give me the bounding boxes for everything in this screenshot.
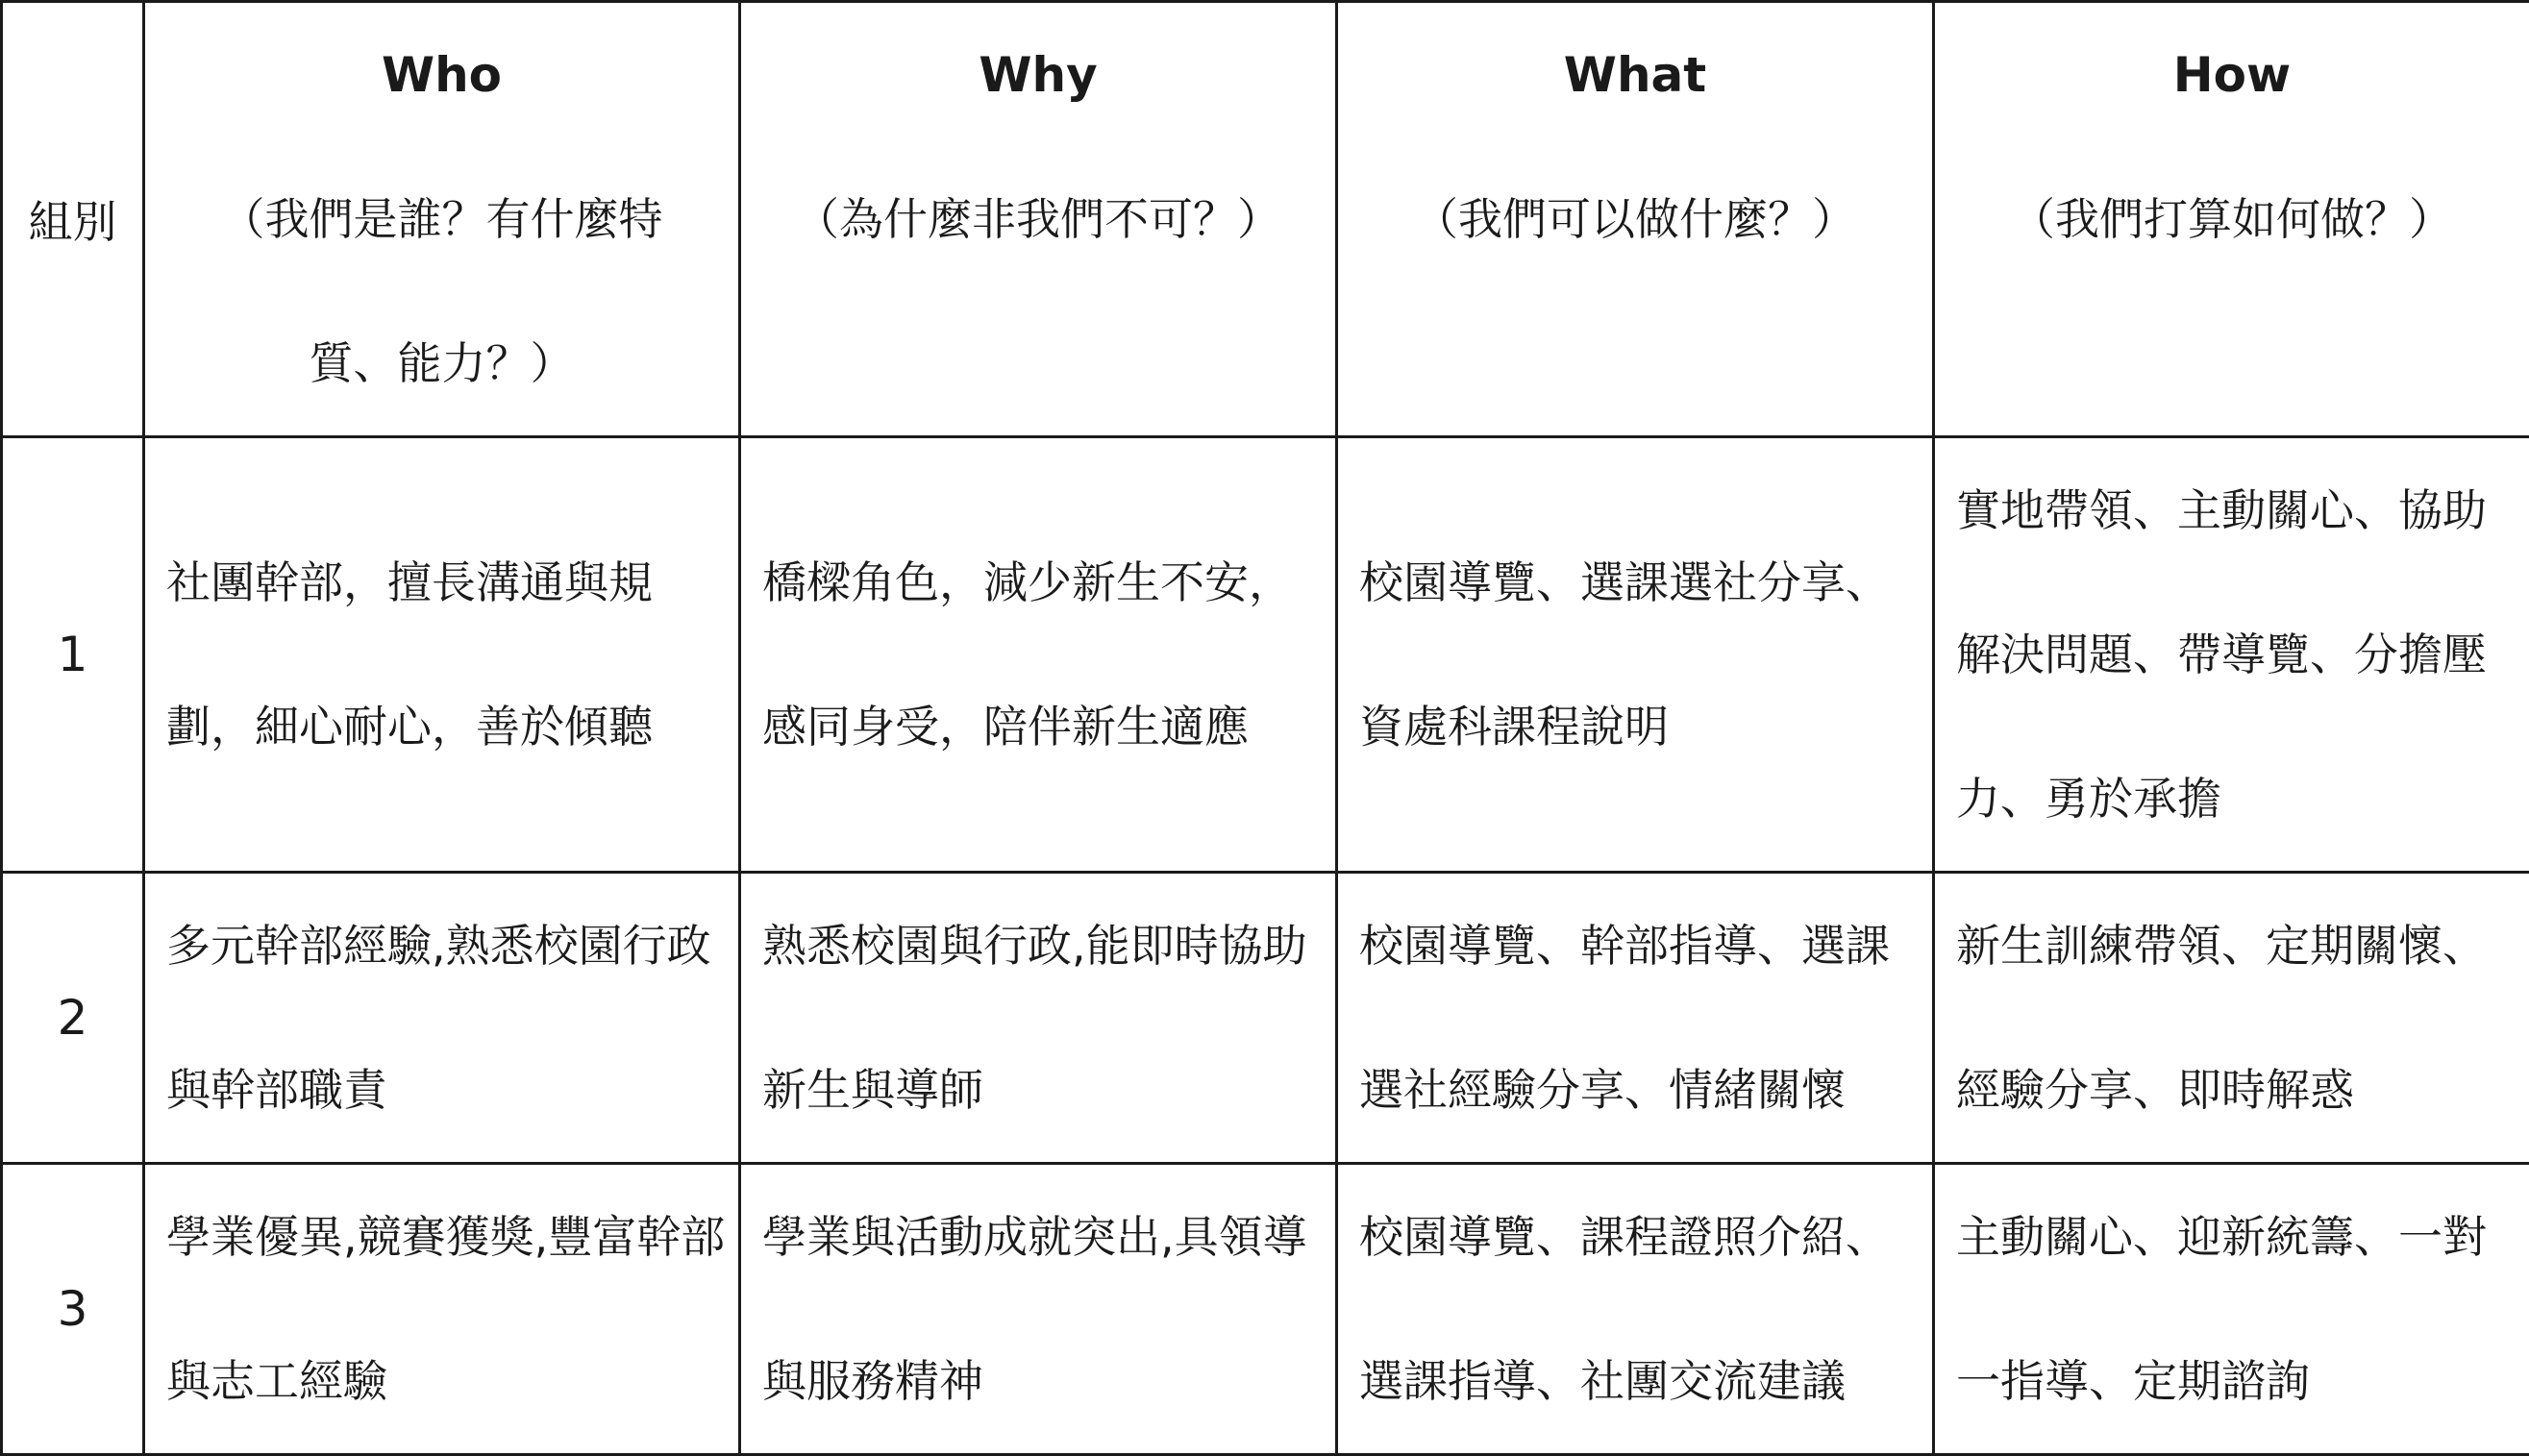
how-column-header: [1934, 2, 2529, 437]
group-number: 1: [2, 437, 144, 873]
table-header-row: [2, 2, 2529, 437]
who-title: Who: [155, 3, 729, 147]
table-row: [2, 1164, 2529, 1455]
why-column-header: [740, 2, 1337, 437]
how-subtitle: （我們打算如何做？）: [1945, 147, 2519, 291]
who-column-header: [144, 2, 740, 437]
who-cell: 多元幹部經驗,熟悉校園行政與幹部職責: [144, 873, 740, 1164]
group-column-header: 組別: [2, 2, 144, 437]
table-row: [2, 437, 2529, 873]
group-number: 3: [2, 1164, 144, 1455]
what-title: What: [1348, 3, 1922, 147]
group-number: 2: [2, 873, 144, 1164]
what-column-header: [1337, 2, 1934, 437]
how-cell: 主動關心、迎新統籌、一對一指導、定期諮詢: [1934, 1164, 2529, 1455]
who-cell: 社團幹部，擅長溝通與規劃，細心耐心，善於傾聽: [144, 437, 740, 873]
table-row: [2, 873, 2529, 1164]
why-subtitle: （為什麼非我們不可？）: [751, 147, 1326, 291]
how-cell: 新生訓練帶領、定期關懷、經驗分享、即時解惑: [1934, 873, 2529, 1164]
who-subtitle: （我們是誰？有什麼特質、能力？）: [155, 147, 729, 435]
how-title: How: [1945, 3, 2519, 147]
what-cell: 校園導覽、選課選社分享、資處科課程說明: [1337, 437, 1934, 873]
how-cell: 實地帶領、主動關心、協助解決問題、帶導覽、分擔壓力、勇於承擔: [1934, 437, 2529, 873]
who-cell: 學業優異,競賽獲獎,豐富幹部與志工經驗: [144, 1164, 740, 1455]
what-subtitle: （我們可以做什麼？）: [1348, 147, 1922, 291]
why-cell: 學業與活動成就突出,具領導與服務精神: [740, 1164, 1337, 1455]
what-cell: 校園導覽、幹部指導、選課選社經驗分享、情緒關懷: [1337, 873, 1934, 1164]
what-cell: 校園導覽、課程證照介紹、選課指導、社團交流建議: [1337, 1164, 1934, 1455]
why-cell: 橋樑角色，減少新生不安，感同身受，陪伴新生適應: [740, 437, 1337, 873]
why-title: Why: [751, 3, 1326, 147]
why-cell: 熟悉校園與行政,能即時協助新生與導師: [740, 873, 1337, 1164]
